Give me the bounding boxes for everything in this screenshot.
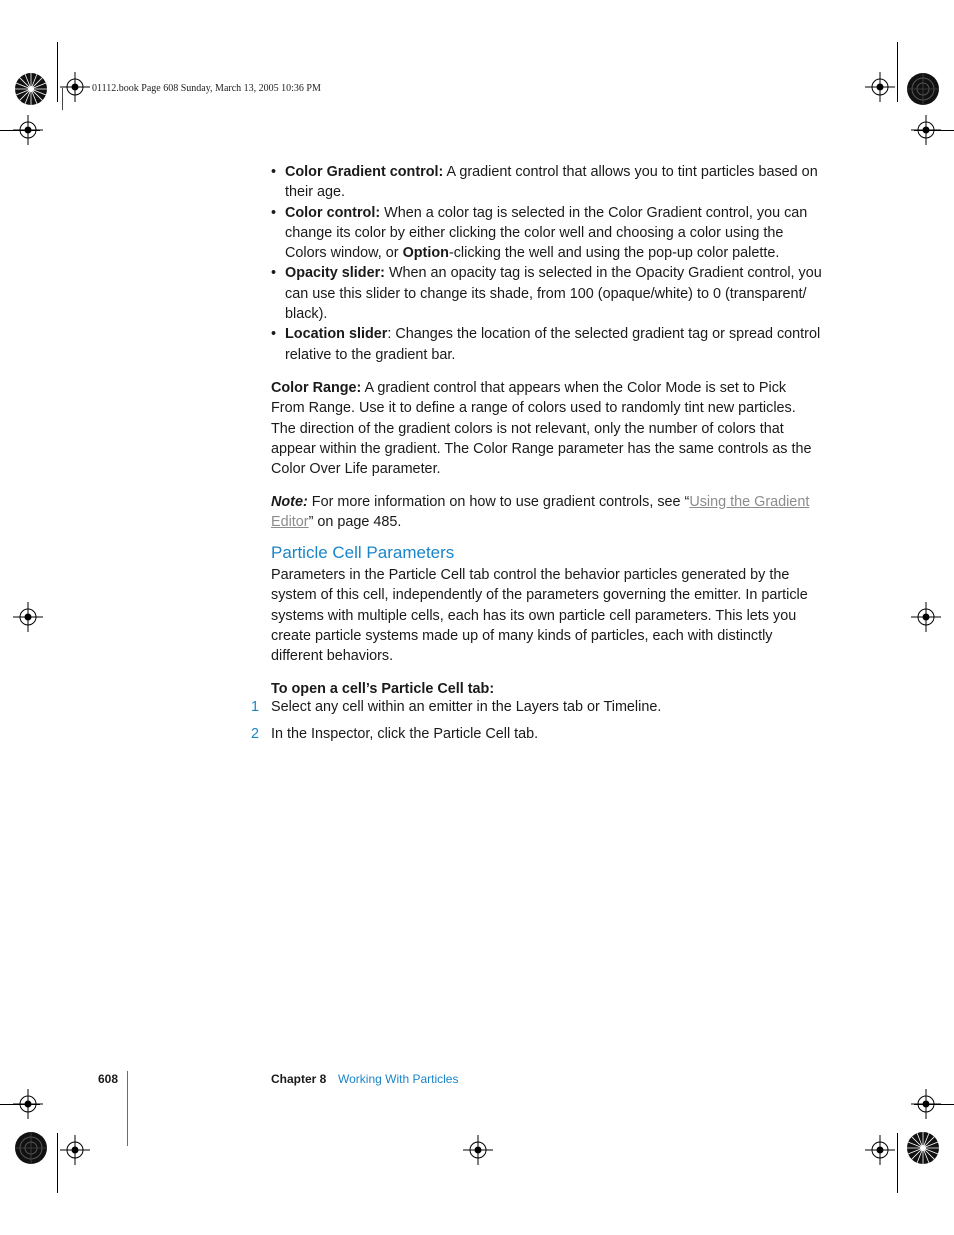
- step-number: 2: [251, 726, 260, 742]
- description: When an opacity tag is selected in the Opacity Gradient control, you can use this slider to change its shade, from 100 (opaque/white) to 0 (transparent/ black).: [285, 265, 822, 323]
- list-item: [271, 203, 823, 264]
- star-target-icon: [14, 72, 48, 106]
- gradient-editor-link[interactable]: Using the Gradient Editor: [271, 494, 810, 531]
- registration-mark-icon: [911, 602, 941, 632]
- registration-mark-icon: [865, 1135, 895, 1165]
- star-target-icon: [906, 72, 940, 106]
- term: Location slider: [285, 326, 388, 343]
- registration-mark-icon: [13, 1089, 43, 1119]
- print-info-header: 01112.book Page 608 Sunday, March 13, 2005 10:36 PM: [92, 83, 321, 94]
- page-number: 608: [98, 1072, 119, 1086]
- step-number: 1: [251, 699, 260, 715]
- crop-mark: [57, 1133, 58, 1193]
- chapter-title: Working With Particles: [338, 1072, 459, 1086]
- description: A gradient control that appears when the Color Mode is set to Pick From Range. Use it to define a range of colors used to randomly tint new particles. The direction of the gradient colors is not relevant, only the number of colors that appear within the gradient. The Color Range parameter has the same controls as the Color Over Life parameter.: [271, 380, 812, 478]
- note-label: Note:: [271, 494, 308, 510]
- term: Color Range:: [271, 380, 362, 396]
- list-item: [271, 162, 823, 203]
- section-paragraph: Parameters in the Particle Cell tab control the behavior particles generated by the system of this cell, independently of the parameters governing the emitter. In particle systems with multiple cells, each has its own particle cell parameters. This lets you create particle systems made up of many kinds of particles, each with distinctly different behaviors.: [271, 567, 808, 665]
- note-paragraph: [271, 492, 823, 533]
- registration-mark-icon: [865, 72, 895, 102]
- registration-mark-icon: [60, 72, 90, 102]
- note-text: ” on page 485.: [308, 514, 402, 531]
- step-text: In the Inspector, click the Particle Cell tab.: [271, 726, 539, 742]
- crop-mark: [897, 1133, 898, 1193]
- description: A gradient control that allows you to tint particles based on their age.: [285, 164, 818, 201]
- description: : Changes the location of the selected gradient tag or spread control relative to the gradient bar.: [285, 326, 821, 363]
- registration-mark-icon: [13, 115, 43, 145]
- description: -clicking the well and using the pop-up color palette.: [448, 245, 780, 262]
- registration-mark-icon: [463, 1135, 493, 1165]
- footer-divider: [127, 1071, 128, 1146]
- step-text: Select any cell within an emitter in the Layers tab or Timeline.: [271, 699, 662, 715]
- section-heading: Particle Cell Parameters: [271, 543, 455, 562]
- registration-mark-icon: [13, 602, 43, 632]
- term: Color control:: [285, 204, 381, 221]
- crop-mark: [57, 42, 58, 102]
- parameter-bullet-list: [271, 162, 823, 365]
- crop-mark: [897, 42, 898, 102]
- star-target-icon: [14, 1131, 48, 1165]
- color-range-paragraph: [271, 378, 823, 479]
- registration-mark-icon: [60, 1135, 90, 1165]
- chapter-label: Chapter 8: [271, 1072, 327, 1086]
- note-text: For more information on how to use gradient controls, see “: [307, 494, 690, 510]
- registration-mark-icon: [911, 1089, 941, 1119]
- term: Color Gradient control:: [285, 164, 444, 180]
- term: Opacity slider:: [285, 265, 385, 282]
- option-key: Option: [402, 245, 449, 262]
- star-target-icon: [906, 1131, 940, 1165]
- description: When a color tag is selected in the Color Gradient control, you can change its color by either clicking the color well and choosing a color using the Colors window, or: [285, 204, 808, 262]
- task-heading: To open a cell’s Particle Cell tab:: [271, 681, 495, 697]
- registration-mark-icon: [911, 115, 941, 145]
- list-item: [271, 324, 823, 365]
- list-item: [271, 263, 823, 324]
